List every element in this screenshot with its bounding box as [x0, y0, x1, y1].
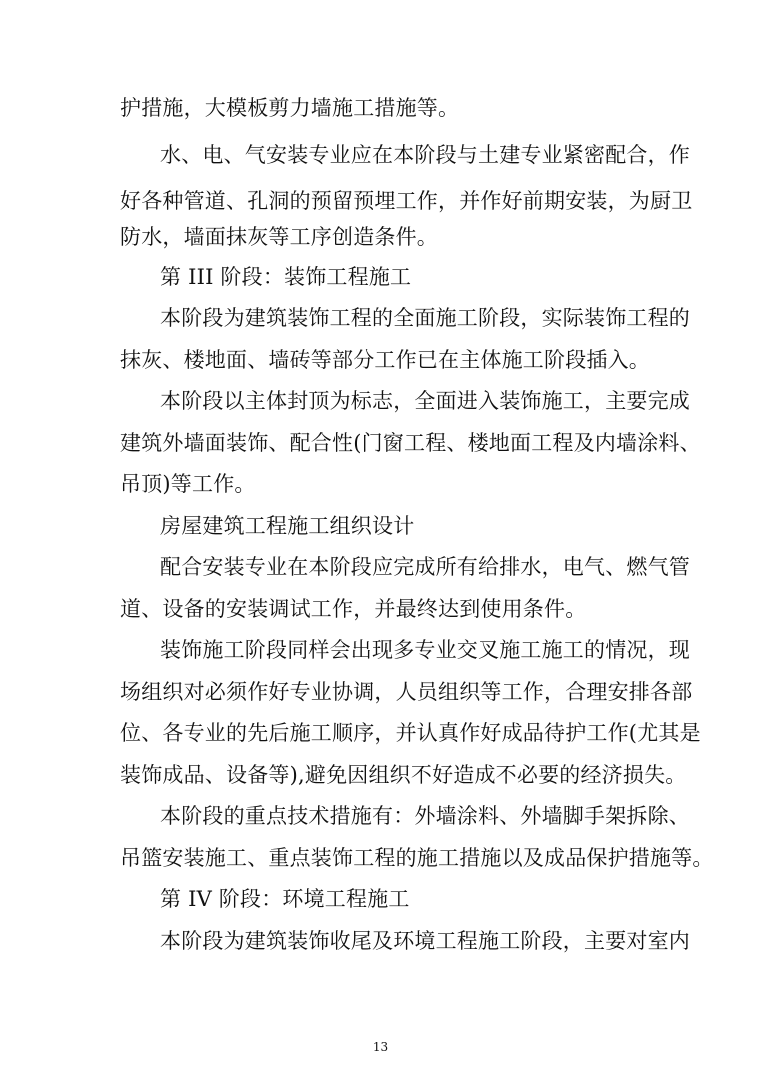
paragraph-line: 本阶段的重点技术措施有：外墙涂料、外墙脚手架拆除、 [160, 804, 690, 828]
paragraph-line: 配合安装专业在本阶段应完成所有给排水，电气、燃气管 [160, 555, 690, 579]
paragraph-line: 本阶段为建筑装饰收尾及环境工程施工阶段，主要对室内 [160, 929, 690, 953]
text-line: 护措施，大模板剪力墙施工措施等。 [120, 96, 460, 120]
section-heading: 房屋建筑工程施工组织设计 [160, 514, 415, 538]
text-line: 吊篮安装施工、重点装饰工程的施工措施以及成品保护措施等。 [120, 846, 714, 870]
section-heading: 第 IV 阶段：环境工程施工 [160, 887, 410, 911]
section-heading: 第 III 阶段：装饰工程施工 [160, 265, 412, 289]
paragraph-line: 水、电、气安装专业应在本阶段与土建专业紧密配合，作 [160, 143, 690, 167]
text-line: 建筑外墙面装饰、配合性(门窗工程、楼地面工程及内墙涂料、 [120, 431, 701, 455]
text-line: 抹灰、楼地面、墙砖等部分工作已在主体施工阶段插入。 [120, 348, 650, 372]
text-line: 装饰成品、设备等),避免因组织不好造成不必要的经济损失。 [120, 763, 687, 787]
page-number: 13 [372, 1040, 389, 1054]
text-line: 吊顶)等工作。 [120, 472, 256, 496]
text-line: 位、各专业的先后施工顺序，并认真作好成品待护工作(尤其是 [120, 721, 701, 745]
text-line: 好各种管道、孔洞的预留预埋工作，并作好前期安装，为厨卫 [120, 189, 693, 213]
paragraph-line: 本阶段以主体封顶为标志，全面进入装饰施工，主要完成 [160, 389, 690, 413]
paragraph-line: 本阶段为建筑装饰工程的全面施工阶段，实际装饰工程的 [160, 306, 690, 330]
paragraph-line: 装饰施工阶段同样会出现多专业交叉施工施工的情况，现 [160, 638, 690, 662]
text-line: 防水，墙面抹灰等工序创造条件。 [120, 225, 438, 249]
text-line: 道、设备的安装调试工作，并最终达到使用条件。 [120, 597, 587, 621]
text-line: 场组织对必须作好专业协调，人员组织等工作，合理安排各部 [120, 680, 693, 704]
